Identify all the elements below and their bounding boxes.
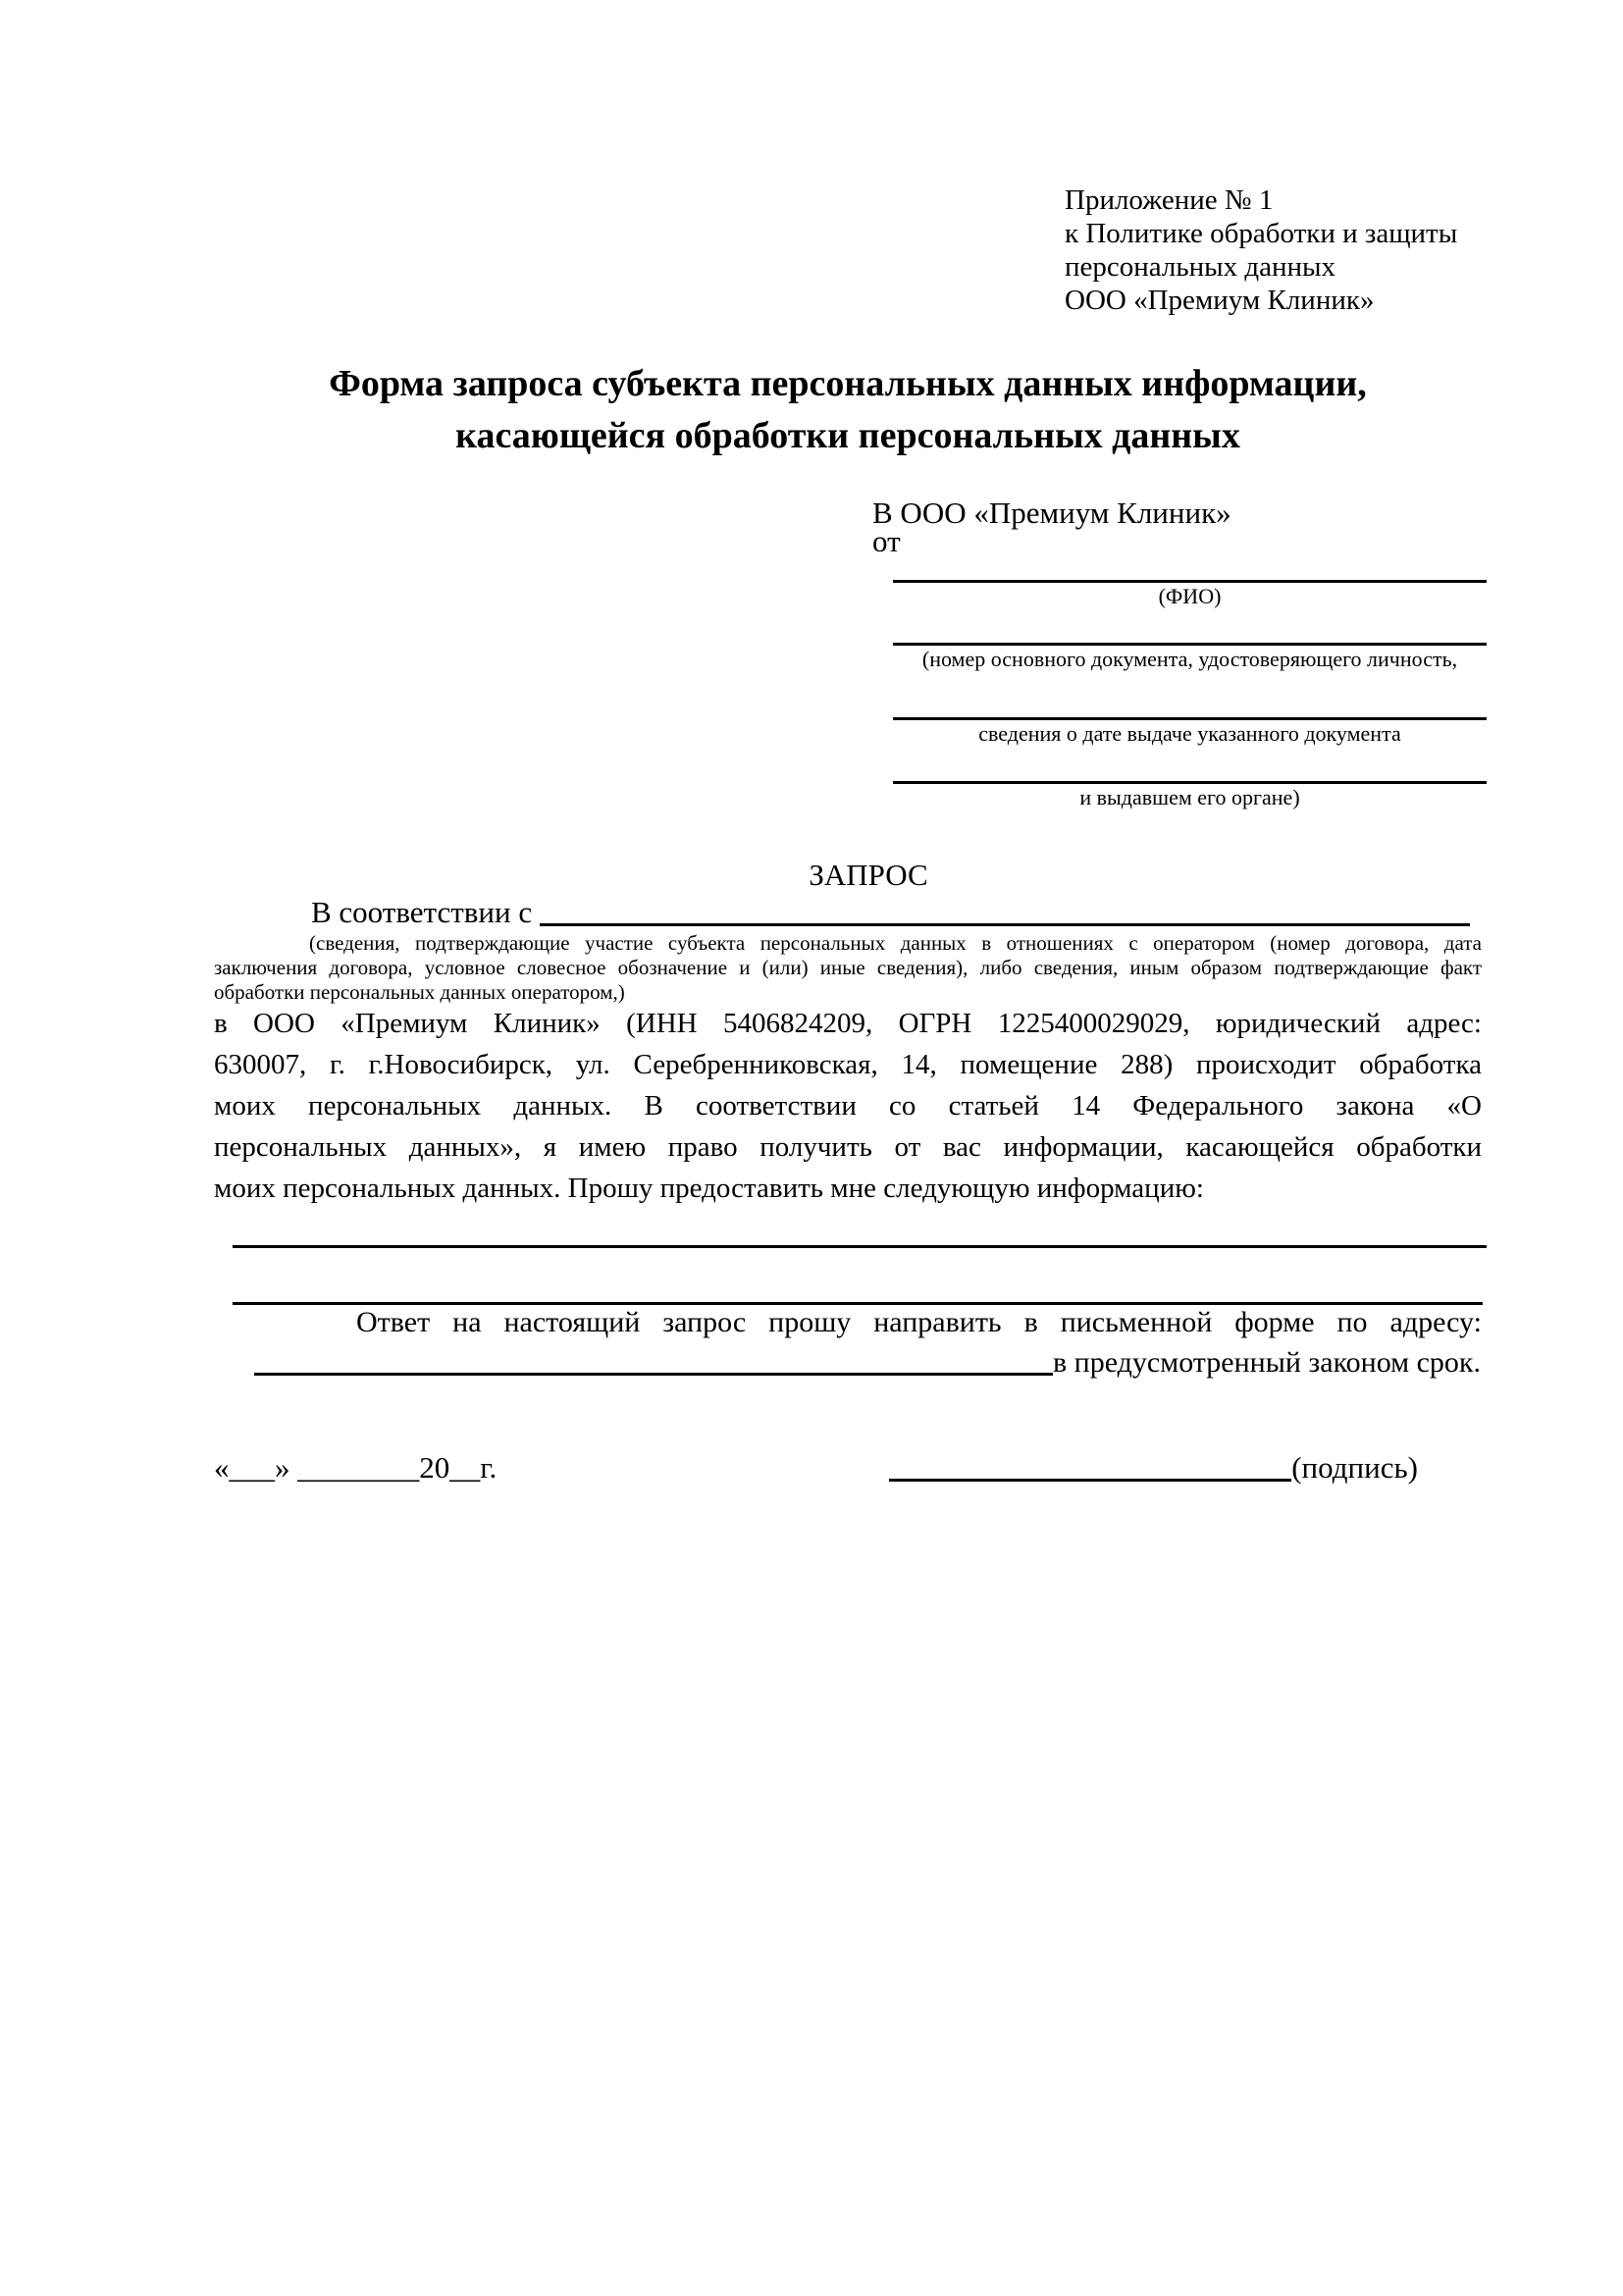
body-line: в ООО «Премиум Клиник» (ИНН 5406824209, ОГРН 1225400029029, юридический адрес: <box>214 1008 1482 1039</box>
field-caption: и выдавшем его органе) <box>1079 785 1300 809</box>
fine-print-note <box>214 931 1482 1005</box>
appendix-header-line: к Политике обработки и защиты <box>1065 218 1458 249</box>
blank-line <box>540 923 1470 926</box>
field-issuing-authority <box>893 781 1487 809</box>
reply-sentence: Ответ на настоящий запрос прошу направить в письменной форме по адресу: <box>356 1306 1482 1338</box>
appendix-header-line: Приложение № 1 <box>1065 184 1274 216</box>
date-signature-row <box>214 1447 1482 1488</box>
body-line: персональных данных», я имею право получить от вас информации, касающейся обработки <box>214 1131 1482 1163</box>
field-caption: сведения о дате выдаче указанного документа <box>978 721 1401 746</box>
fine-print-line: (сведения, подтверждающие участие субъекта персональных данных в отношениях с оператором (номер договора, дата <box>309 931 1482 955</box>
date-blank: «___» ________20__г. <box>214 1450 497 1485</box>
addressee-from-label: от <box>872 524 901 558</box>
document-title-line: Форма запроса субъекта персональных данных информации, <box>329 363 1367 404</box>
request-body <box>214 1003 1482 1209</box>
blank-line <box>233 1245 1487 1248</box>
intro-line <box>214 892 1482 933</box>
fine-print-line: обработки персональных данных оператором,) <box>214 980 625 1004</box>
field-document-number <box>893 643 1487 671</box>
blank-line <box>893 580 1487 583</box>
field-caption: (ФИО) <box>1158 584 1222 608</box>
fine-print-line: заключения договора, условное словесное обозначение и (или) иные сведения), либо сведения, иным образом подтверждающие факт <box>214 956 1482 979</box>
addressee-to: В ООО «Премиум Клиник» <box>872 496 1231 530</box>
blank-line <box>893 781 1487 784</box>
document-title <box>214 358 1482 462</box>
body-line: моих персональных данных. Прошу предоставить мне следующую информацию: <box>214 1173 1204 1204</box>
body-line: моих персональных данных. В соответствии со статьей 14 Федерального закона «О <box>214 1090 1482 1122</box>
field-caption: (номер основного документа, удостоверяющего личность, <box>921 647 1458 671</box>
document-title-line: касающейся обработки персональных данных <box>455 415 1240 456</box>
reply-tail: в предусмотренный законом срок. <box>1053 1346 1481 1379</box>
field-issue-date <box>893 717 1487 746</box>
intro-label: В соответствии с <box>311 895 533 929</box>
appendix-header <box>1065 183 1575 317</box>
signature-caption: (подпись) <box>1291 1450 1418 1485</box>
blank-line <box>254 1373 1053 1376</box>
blank-line <box>893 717 1487 720</box>
blank-line <box>893 643 1487 646</box>
reply-address-row <box>214 1342 1482 1383</box>
field-fio <box>893 580 1487 608</box>
body-line: 630007, г. г.Новосибирск, ул. Серебренниковская, 14, помещение 288) происходит обработка <box>214 1049 1482 1080</box>
request-heading: ЗАПРОС <box>809 858 928 892</box>
signature-line <box>889 1479 1291 1482</box>
appendix-header-line: ООО «Премиум Клиник» <box>1065 285 1375 316</box>
appendix-header-line: персональных данных <box>1065 251 1336 283</box>
